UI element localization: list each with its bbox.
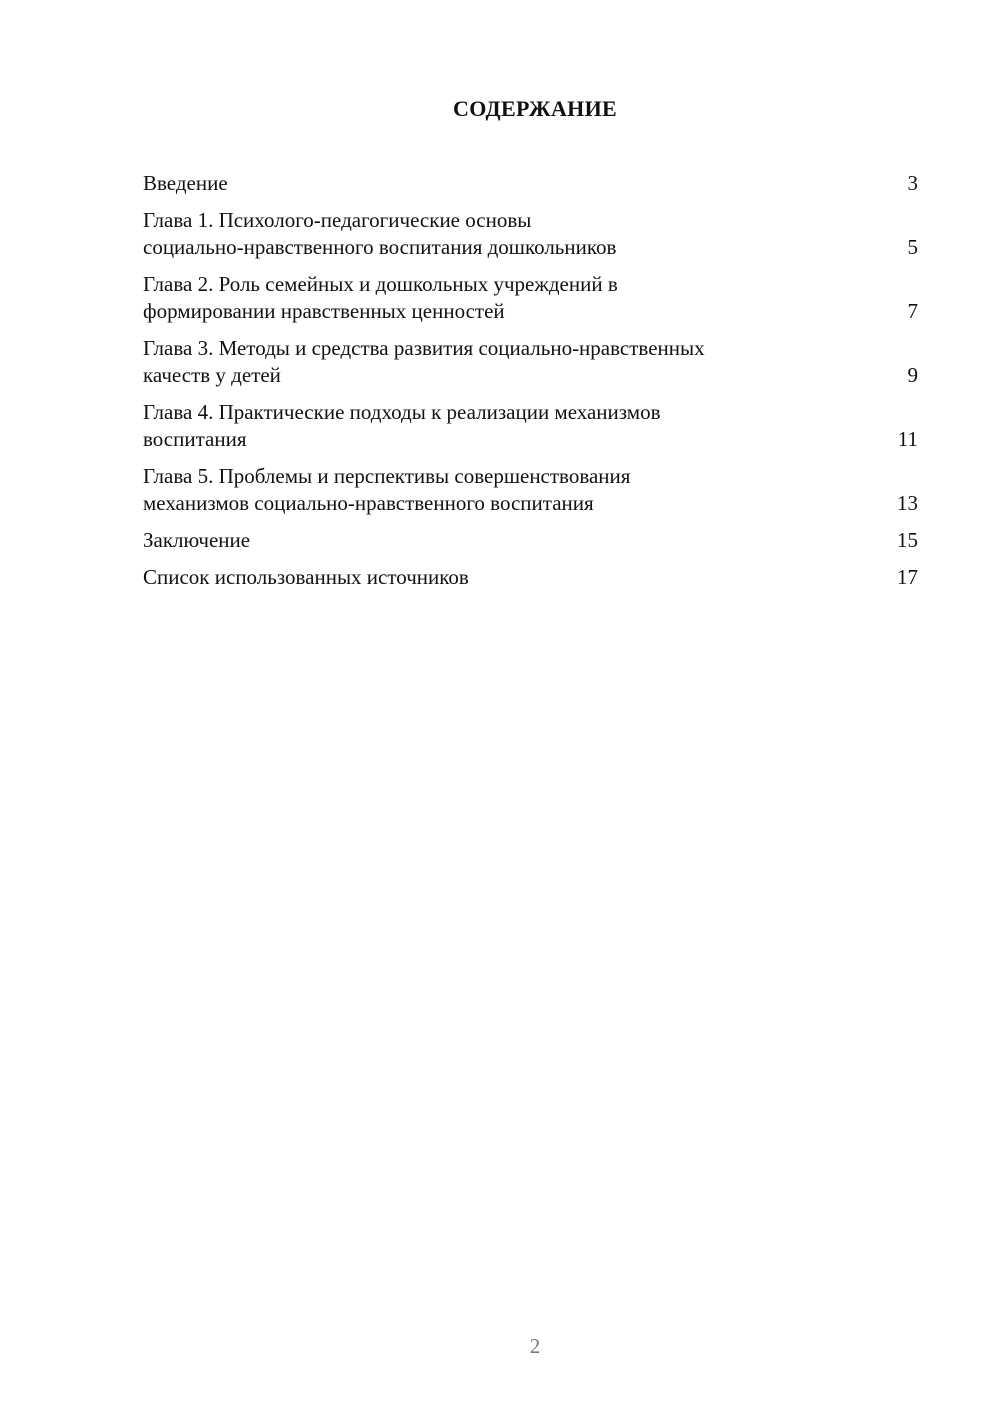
toc-entry-line: Список использованных источников [143, 565, 469, 589]
toc-entry-title [143, 271, 833, 325]
toc-entry-line: Глава 1. Психолого-педагогические основы [143, 208, 532, 232]
toc-entry-chapter-2 [143, 271, 918, 325]
toc-entry-page: 7 [907, 299, 918, 323]
toc-entry-page: 9 [907, 363, 918, 387]
toc-entry-title [143, 335, 833, 389]
toc-entry-page: 17 [897, 565, 918, 589]
toc-entry-title [143, 463, 833, 517]
toc-entry-references [143, 564, 918, 591]
toc-entry-line: социально-нравственного воспитания дошкольников [143, 235, 617, 259]
toc-entry-page: 13 [897, 491, 918, 515]
toc-entry-chapter-3 [143, 335, 918, 389]
page-number: 2 [529, 1334, 541, 1358]
toc-entry-page: 11 [897, 427, 918, 451]
toc-title: СОДЕРЖАНИЕ [453, 96, 617, 121]
toc-entry-line: воспитания [143, 427, 247, 451]
toc-entry-chapter-4 [143, 399, 918, 453]
toc-entry-line: формировании нравственных ценностей [143, 299, 505, 323]
toc-entry-chapter-1 [143, 207, 918, 261]
toc-entry-line: Заключение [143, 528, 251, 552]
toc-entry-title [143, 564, 833, 591]
toc-entry-title [143, 170, 833, 197]
toc-entry-title [143, 207, 833, 261]
toc-entry-line: Введение [143, 171, 228, 195]
toc-entry-line: Глава 2. Роль семейных и дошкольных учреждений в [143, 272, 618, 296]
toc-entry-page: 15 [897, 528, 918, 552]
table-of-contents [143, 170, 918, 601]
toc-entry-title [143, 399, 833, 453]
toc-entry-line: качеств у детей [143, 363, 281, 387]
toc-entry-conclusion [143, 527, 918, 554]
toc-entry-page: 5 [907, 235, 918, 259]
toc-entry-introduction [143, 170, 918, 197]
toc-entry-line: Глава 4. Практические подходы к реализации механизмов [143, 400, 661, 424]
toc-entry-line: механизмов социально-нравственного воспитания [143, 491, 594, 515]
toc-entry-line: Глава 3. Методы и средства развития социально-нравственных [143, 336, 705, 360]
toc-entry-line: Глава 5. Проблемы и перспективы совершенствования [143, 464, 631, 488]
toc-entry-title [143, 527, 833, 554]
toc-entry-page: 3 [907, 171, 918, 195]
toc-entry-chapter-5 [143, 463, 918, 517]
